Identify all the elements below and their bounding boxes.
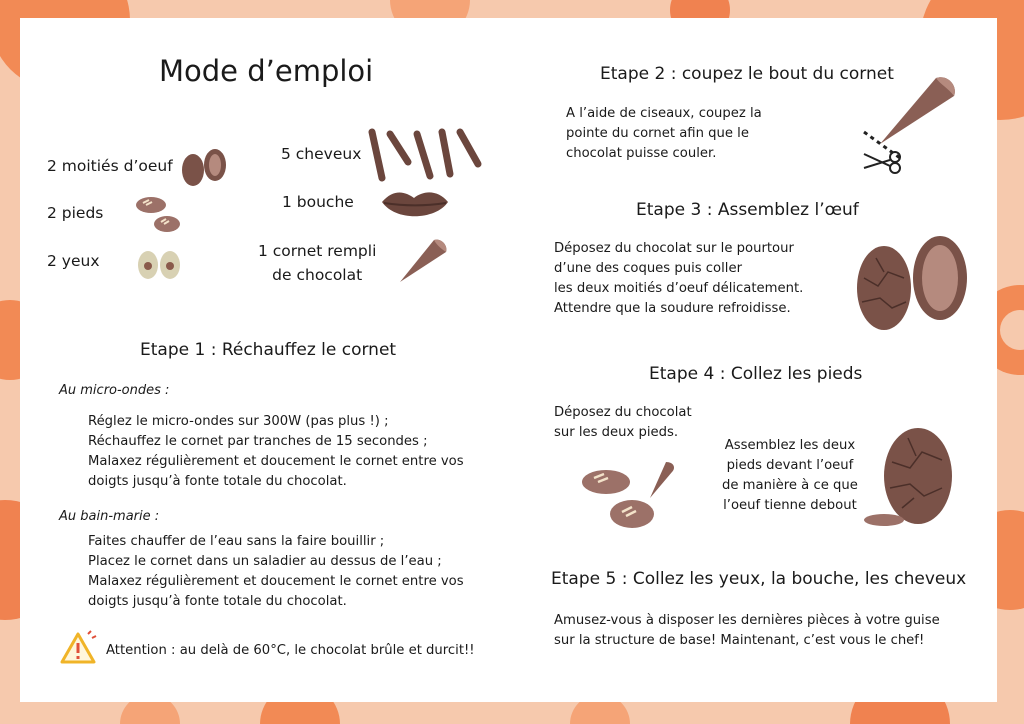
warning-icon xyxy=(58,630,98,666)
bain-marie-instructions: Faites chauffer de l’eau sans la faire bouillir ; Placez le cornet dans un saladier au dessus de l’eau ; Malaxez régulièrement et doucement le cornet entre vos doigts jusqu’à fonte totale du chocolat. xyxy=(88,534,464,609)
piping-cone-icon xyxy=(394,236,450,286)
scissors-icon xyxy=(862,148,904,176)
step3-heading: Etape 3 : Assemblez l’œuf xyxy=(636,200,859,220)
eyes-icon xyxy=(136,249,184,281)
step3-text: Déposez du chocolat sur le pourtour d’une des coques puis coller les deux moitiés d’oeuf délicatement. Attendre que la soudure refroidisse. xyxy=(554,241,804,316)
step4-text-a: Déposez du chocolat sur les deux pieds. xyxy=(554,405,692,440)
egg-halves-icon xyxy=(178,146,230,190)
instruction-sheet xyxy=(20,18,997,702)
step2-heading: Etape 2 : coupez le bout du cornet xyxy=(600,64,894,84)
ingredient-feet: 2 pieds xyxy=(47,204,104,222)
micro-ondes-label: Au micro-ondes : xyxy=(59,383,170,398)
step2-text: A l’aide de ciseaux, coupez la pointe du cornet afin que le chocolat puisse couler. xyxy=(566,106,762,161)
step5-text: Amusez-vous à disposer les dernières pièces à votre guise sur la structure de base! Maintenant, c’est vous le chef! xyxy=(554,613,940,648)
hair-sticks-icon xyxy=(362,124,486,184)
step4-text-b: Assemblez les deux pieds devant l’oeuf de manière à ce que l’oeuf tienne debout xyxy=(722,438,858,513)
ingredient-cone: 1 cornet rempli de chocolat xyxy=(258,242,377,284)
ingredient-mouth: 1 bouche xyxy=(282,193,354,211)
ingredient-eyes: 2 yeux xyxy=(47,252,100,270)
bain-marie-label: Au bain-marie : xyxy=(59,509,160,524)
egg-halves-icon xyxy=(854,228,974,334)
ingredient-egg-halves: 2 moitiés d’oeuf xyxy=(47,157,173,175)
step4-heading: Etape 4 : Collez les pieds xyxy=(649,364,863,384)
lips-icon xyxy=(380,188,450,222)
feet-icon xyxy=(134,194,184,236)
ingredient-hair: 5 cheveux xyxy=(281,145,362,163)
assembled-egg-icon xyxy=(862,422,956,526)
warning-text: Attention : au delà de 60°C, le chocolat brûle et durcit!! xyxy=(106,643,475,658)
feet-icon xyxy=(580,458,678,532)
micro-ondes-instructions: Réglez le micro-ondes sur 300W (pas plus !) ; Réchauffez le cornet par tranches de 15 secondes ; Malaxez régulièrement et doucement le cornet entre vos doigts jusqu’à fonte totale du chocolat. xyxy=(88,414,464,489)
step5-heading: Etape 5 : Collez les yeux, la bouche, les cheveux xyxy=(551,569,967,589)
step1-heading: Etape 1 : Réchauffez le cornet xyxy=(140,340,397,360)
page-title: Mode d’emploi xyxy=(159,54,374,88)
